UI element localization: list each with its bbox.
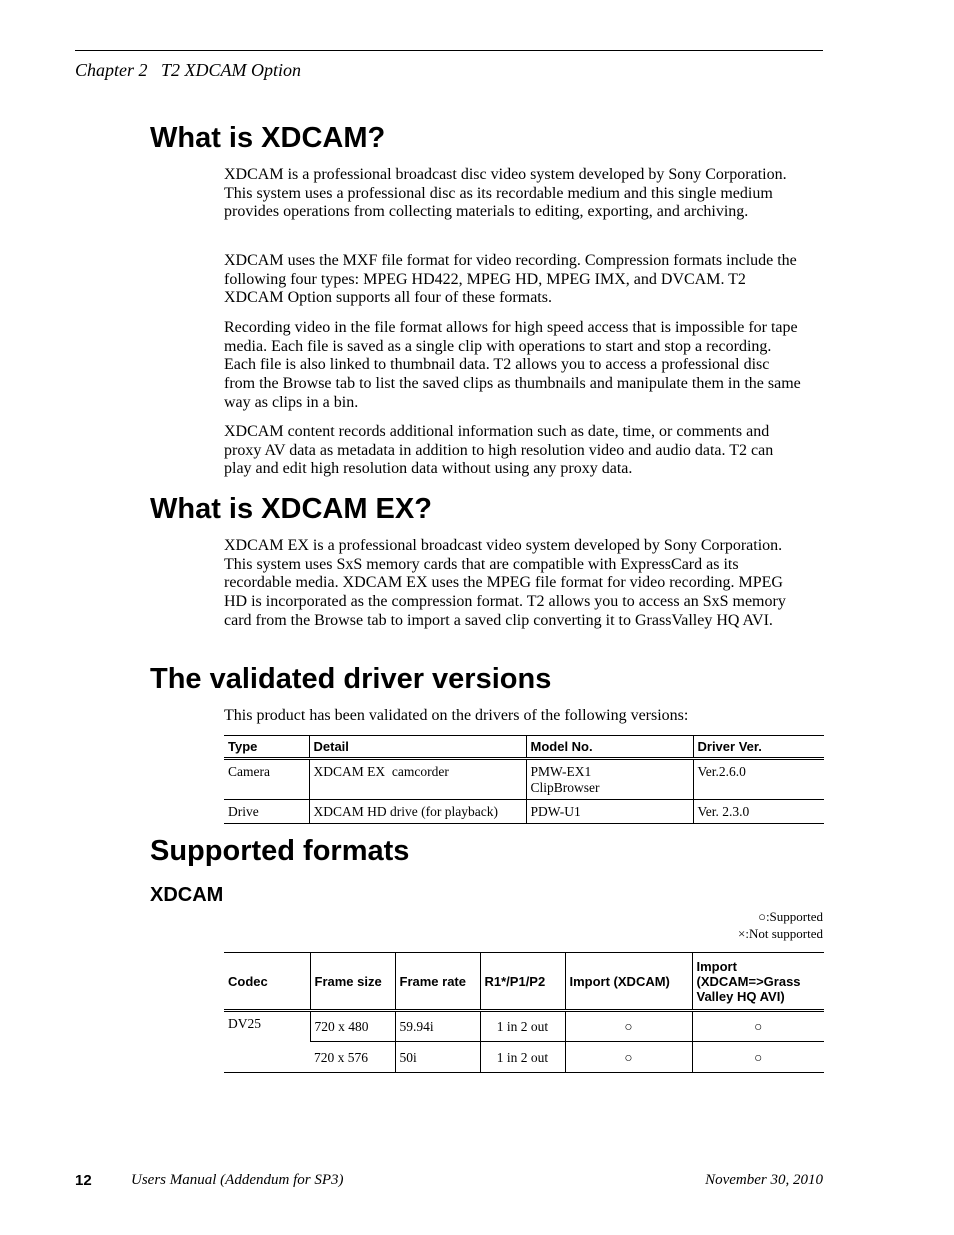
paragraph-xdcam-3: Recording video in the file format allows for high speed access that is impossible for tape media. Each file is saved as a single clip with operations to start and stop a recording. Each file is also linked to thumbnail data. T2 allows you to access a professional disc from the Browse tab to list the saved clips as thumbnails and manipulate them in the same way as clips in a bin. (224, 319, 801, 411)
cell-version: Ver. 2.3.0 (693, 800, 824, 824)
column-header-r1-p1-p2: R1*/P1/P2 (480, 953, 565, 1011)
cell-import-hq-avi: ○ (692, 1011, 824, 1042)
legend-supported: ○:Supported (758, 909, 823, 924)
table-row (224, 759, 824, 800)
footer-doc-title: Users Manual (Addendum for SP3) (131, 1172, 344, 1188)
subheading-xdcam: XDCAM (150, 884, 224, 906)
column-header-driver-ver: Driver Ver. (693, 736, 824, 759)
heading-what-is-xdcam: What is XDCAM? (150, 122, 386, 154)
heading-what-is-xdcam-ex: What is XDCAM EX? (150, 493, 432, 525)
table-row (224, 1011, 824, 1042)
cell-detail: XDCAM EX camcorder (309, 759, 526, 800)
heading-validated-driver-versions: The validated driver versions (150, 663, 552, 695)
cell-version: Ver.2.6.0 (693, 759, 824, 800)
cell-model (526, 759, 693, 800)
paragraph-xdcam-1: XDCAM is a professional broadcast disc video system developed by Sony Corporation. This system uses a professional disc as its recordable medium and this single medium provides operations from collecting materials to editing, exporting, and archiving. (224, 166, 787, 221)
cell-import-xdcam: ○ (565, 1042, 692, 1073)
cell-type: Camera (224, 759, 309, 800)
cell-frame-size: 720 x 480 (310, 1011, 395, 1042)
cell-r1-p1-p2: 1 in 2 out (480, 1011, 565, 1042)
column-header-frame-rate: Frame rate (395, 953, 480, 1011)
paragraph-xdcam-2: XDCAM uses the MXF file format for video recording. Compression formats include the following four types: MPEG HD422, MPEG HD, MPEG IMX, and DVCAM. T2 XDCAM Option supports all four of these formats. (224, 252, 797, 307)
header-rule (75, 50, 823, 51)
footer-page-number: 12 (75, 1172, 92, 1189)
supported-formats-table (224, 952, 824, 1073)
table-header-row (224, 953, 824, 1011)
heading-supported-formats: Supported formats (150, 835, 410, 867)
column-header-model-no: Model No. (526, 736, 693, 759)
driver-versions-table (224, 735, 824, 824)
cell-model: PDW-U1 (526, 800, 693, 824)
column-header-import-xdcam: Import (XDCAM) (565, 953, 692, 1011)
column-header-codec: Codec (224, 953, 310, 1011)
column-header-import-hq-avi: Import (XDCAM=>Grass Valley HQ AVI) (692, 953, 824, 1011)
cell-import-hq-avi: ○ (692, 1042, 824, 1073)
cell-frame-rate: 50i (395, 1042, 480, 1073)
cell-frame-rate: 59.94i (395, 1011, 480, 1042)
cell-type: Drive (224, 800, 309, 824)
table-row (224, 800, 824, 824)
footer-date: November 30, 2010 (705, 1172, 823, 1188)
cell-import-xdcam: ○ (565, 1011, 692, 1042)
chapter-header: Chapter 2 T2 XDCAM Option (75, 60, 302, 80)
cell-codec: DV25 (224, 1011, 310, 1073)
table-row (224, 1042, 824, 1073)
cell-detail: XDCAM HD drive (for playback) (309, 800, 526, 824)
table-header-row (224, 736, 824, 759)
paragraph-xdcam-ex-1: XDCAM EX is a professional broadcast video system developed by Sony Corporation. This system uses SxS memory cards that are compatible with ExpressCard as its recordable media. XDCAM EX uses the MPEG file format for video recording. MPEG HD is incorporated as the compression format. T2 allows you to access an SxS memory card from the Browse tab to import a saved clip converting it to GrassValley HQ AVI. (224, 537, 786, 629)
column-header-frame-size: Frame size (310, 953, 395, 1011)
column-header-detail: Detail (309, 736, 526, 759)
cell-frame-size: 720 x 576 (310, 1042, 395, 1073)
legend-not-supported: ×:Not supported (738, 926, 823, 941)
support-legend (700, 908, 823, 942)
paragraph-drivers-intro: This product has been validated on the drivers of the following versions: (224, 707, 689, 724)
cell-model-line: PMW-EX1 (530, 764, 592, 779)
paragraph-xdcam-4: XDCAM content records additional information such as date, time, or comments and proxy AV data as metadata in addition to high resolution video and audio data. T2 can play and edit high resolution data without using any proxy data. (224, 423, 774, 478)
column-header-type: Type (224, 736, 309, 759)
cell-r1-p1-p2: 1 in 2 out (480, 1042, 565, 1073)
cell-model-line: ClipBrowser (530, 780, 600, 795)
